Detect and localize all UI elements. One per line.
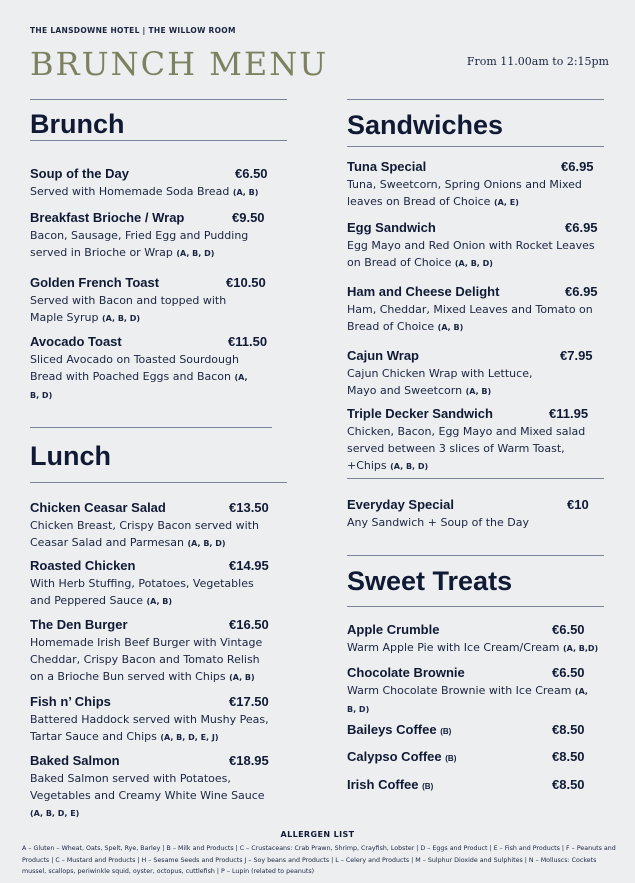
menu-item bbox=[30, 558, 275, 610]
item-price: €6.95 bbox=[561, 159, 594, 174]
menu-item bbox=[30, 334, 268, 404]
item-name bbox=[347, 749, 456, 764]
item-description: Baked Salmon served with Potatoes, Vegetables and Creamy White Wine Sauce bbox=[30, 772, 265, 802]
item-description: Served with Homemade Soda Bread bbox=[30, 185, 230, 198]
item-allergens: (A, B) bbox=[465, 387, 492, 396]
menu-item bbox=[30, 694, 275, 746]
item-allergens: (A, B, D, E, J) bbox=[160, 733, 219, 742]
section-title-brunch: Brunch bbox=[30, 109, 125, 139]
section-title-sweet-treats: Sweet Treats bbox=[347, 566, 513, 596]
item-name: Soup of the Day bbox=[30, 166, 129, 181]
divider bbox=[30, 140, 287, 141]
menu-item bbox=[347, 348, 593, 400]
menu-item bbox=[30, 210, 275, 262]
item-price: €11.50 bbox=[228, 334, 268, 349]
item-name-text: Irish Coffee bbox=[347, 777, 419, 792]
menu-item bbox=[30, 166, 275, 201]
menu-item bbox=[347, 722, 592, 738]
item-description: Egg Mayo and Red Onion with Rocket Leaves on Bread of Choice bbox=[347, 239, 595, 269]
item-description: Warm Chocolate Brownie with Ice Cream bbox=[347, 684, 572, 697]
item-allergens: (A, B, D) bbox=[454, 259, 493, 268]
item-allergens: (A, B, D) bbox=[390, 462, 429, 471]
item-name: Apple Crumble bbox=[347, 622, 440, 637]
divider bbox=[347, 146, 604, 147]
item-description: Warm Apple Pie with Ice Cream/Cream bbox=[347, 641, 560, 654]
item-price: €10.50 bbox=[226, 275, 266, 290]
item-allergens: (A, B) bbox=[229, 673, 255, 682]
menu-item bbox=[347, 159, 592, 211]
item-price: €6.95 bbox=[565, 284, 598, 299]
item-price: €8.50 bbox=[552, 777, 585, 792]
item-name: Ham and Cheese Delight bbox=[347, 284, 500, 299]
item-price: €6.50 bbox=[552, 622, 585, 637]
item-allergens: (A, B, D, E) bbox=[30, 809, 80, 818]
allergen-list-title: ALLERGEN LIST bbox=[280, 830, 355, 839]
item-price: €6.95 bbox=[565, 220, 598, 235]
item-price: €17.50 bbox=[229, 694, 269, 709]
item-description: Ham, Cheddar, Mixed Leaves and Tomato on Bread of Choice bbox=[347, 303, 593, 333]
item-name: Roasted Chicken bbox=[30, 558, 136, 573]
item-price: €10 bbox=[567, 497, 589, 512]
item-allergens: (A, B, D) bbox=[176, 249, 215, 258]
item-allergens: (A, B) bbox=[437, 323, 464, 332]
divider bbox=[347, 478, 604, 479]
item-price: €11.95 bbox=[549, 406, 589, 421]
divider bbox=[30, 99, 287, 100]
item-allergens: (A, B) bbox=[232, 188, 259, 197]
item-description: Sliced Avocado on Toasted Sourdough Bread with Poached Eggs and Bacon bbox=[30, 353, 239, 383]
item-allergens: (A, B) bbox=[146, 597, 173, 606]
item-price: €6.50 bbox=[552, 665, 585, 680]
menu-item bbox=[347, 497, 602, 531]
item-allergens: (B) bbox=[440, 727, 452, 736]
item-description: Tuna, Sweetcorn, Spring Onions and Mixed leaves on Bread of Choice bbox=[347, 178, 582, 208]
item-price: €13.50 bbox=[229, 500, 269, 515]
item-description: Chicken Breast, Crispy Bacon served with Ceasar Salad and Parmesan bbox=[30, 519, 259, 549]
item-name: The Den Burger bbox=[30, 617, 128, 632]
section-title-sandwiches: Sandwiches bbox=[347, 110, 504, 140]
item-name: Egg Sandwich bbox=[347, 220, 436, 235]
item-description: Chicken, Bacon, Egg Mayo and Mixed salad served between 3 slices of Warm Toast, +Chips bbox=[347, 425, 586, 472]
item-name: Everyday Special bbox=[347, 497, 454, 512]
item-name bbox=[347, 722, 451, 737]
item-price: €8.50 bbox=[552, 722, 585, 737]
item-name-text: Baileys Coffee bbox=[347, 722, 437, 737]
menu-item bbox=[30, 500, 275, 552]
page-title: BRUNCH MENU bbox=[30, 45, 329, 83]
item-name: Triple Decker Sandwich bbox=[347, 406, 493, 421]
divider bbox=[347, 99, 604, 100]
menu-item bbox=[30, 275, 266, 327]
menu-item bbox=[347, 284, 609, 336]
item-name: Breakfast Brioche / Wrap bbox=[30, 210, 185, 225]
menu-item bbox=[347, 777, 592, 793]
allergen-list-text: A – Gluten – Wheat, Oats, Spelt, Rye, Barley | B – Milk and Products | C – Crustaceans: Crab Prawn, Shrimp, Crayfish, Lobster | D – Eggs and Product | E – Fish and Products | F – Peanuts and Products | C – Mustard and Products | H – Sesame Seeds and Products J – Soy beans and Products | L – Celery and Products | M – Sulphur Dioxide and Sulphites | N – Molluscs: Cockets mussel, scallops, periwinkle squid, oyster, octopus, cuttlefish | P – Lupin (related to peanuts) bbox=[22, 845, 616, 875]
item-name: Baked Salmon bbox=[30, 753, 120, 768]
item-description: Bacon, Sausage, Fried Egg and Pudding served in Brioche or Wrap bbox=[30, 229, 249, 259]
hotel-name: THE LANSDOWNE HOTEL | THE WILLOW ROOM bbox=[30, 26, 236, 35]
item-name bbox=[347, 777, 433, 792]
item-price: €14.95 bbox=[229, 558, 269, 573]
item-name: Golden French Toast bbox=[30, 275, 160, 290]
menu-item bbox=[347, 749, 592, 765]
item-allergens: (A, B, D) bbox=[347, 687, 588, 714]
item-allergens: (B) bbox=[445, 754, 457, 763]
item-allergens: (A, B, D) bbox=[30, 373, 248, 400]
item-name: Cajun Wrap bbox=[347, 348, 419, 363]
item-price: €9.50 bbox=[232, 210, 265, 225]
item-description: Battered Haddock served with Mushy Peas, Tartar Sauce and Chips bbox=[30, 713, 269, 743]
item-name: Avocado Toast bbox=[30, 334, 122, 349]
item-name: Fish n’ Chips bbox=[30, 694, 111, 709]
divider bbox=[347, 606, 604, 607]
item-allergens: (A, B,D) bbox=[562, 644, 599, 653]
item-price: €6.50 bbox=[235, 166, 268, 181]
item-price: €18.95 bbox=[229, 753, 269, 768]
item-name-text: Calypso Coffee bbox=[347, 749, 442, 764]
divider bbox=[30, 427, 272, 428]
item-name: Chicken Ceasar Salad bbox=[30, 500, 166, 515]
item-price: €7.95 bbox=[560, 348, 593, 363]
item-allergens: (A, E) bbox=[493, 198, 519, 207]
item-description: With Herb Stuffing, Potatoes, Vegetables and Peppered Sauce bbox=[30, 577, 254, 607]
item-allergens: (A, B, D) bbox=[102, 314, 141, 323]
menu-item bbox=[347, 406, 602, 475]
divider bbox=[347, 555, 604, 556]
menu-item bbox=[347, 665, 592, 718]
item-name: Tuna Special bbox=[347, 159, 427, 174]
section-title-lunch: Lunch bbox=[30, 441, 111, 471]
item-allergens: (A, B, D) bbox=[187, 539, 226, 548]
item-price: €8.50 bbox=[552, 749, 585, 764]
menu-item bbox=[347, 220, 605, 272]
menu-item bbox=[30, 753, 275, 822]
item-price: €16.50 bbox=[229, 617, 269, 632]
serving-hours: From 11.00am to 2:15pm bbox=[466, 55, 609, 68]
menu-item bbox=[30, 617, 275, 686]
menu-item bbox=[347, 622, 617, 657]
item-description: Homemade Irish Beef Burger with Vintage Cheddar, Crispy Bacon and Tomato Relish on a Brioche Bun served with Chips bbox=[30, 636, 263, 683]
item-description: Any Sandwich + Soup of the Day bbox=[347, 516, 529, 529]
item-name: Chocolate Brownie bbox=[347, 665, 465, 680]
item-allergens: (B) bbox=[422, 782, 434, 791]
item-description: Served with Bacon and topped with Maple Syrup bbox=[30, 294, 227, 324]
item-description: Cajun Chicken Wrap with Lettuce, Mayo and Sweetcorn bbox=[347, 367, 533, 397]
divider bbox=[30, 482, 287, 483]
